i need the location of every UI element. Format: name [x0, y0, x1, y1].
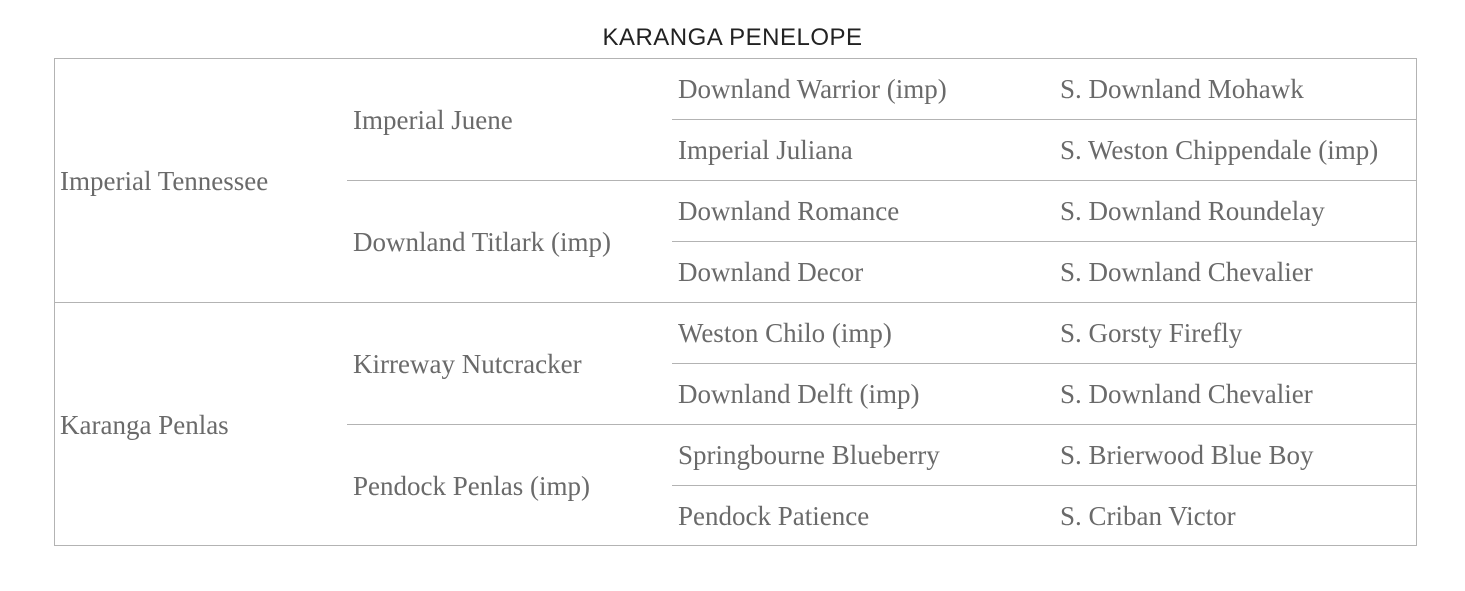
gg-sire-5: S. Gorsty Firefly	[1060, 318, 1243, 348]
gg-dam-7: Springbourne Blueberry	[678, 440, 940, 470]
sire-name: Imperial Tennessee	[60, 165, 269, 196]
gg-dam-2: Imperial Juliana	[678, 135, 853, 165]
sire-sire-name: Imperial Juene	[353, 104, 513, 135]
gg-dam-8: Pendock Patience	[678, 501, 870, 531]
pedigree-table	[54, 58, 1417, 546]
gg-sire-7: S. Brierwood Blue Boy	[1060, 440, 1314, 470]
gg-sire-4: S. Downland Chevalier	[1060, 257, 1313, 287]
page-title: KARANGA PENELOPE	[602, 24, 863, 51]
gg-dam-6: Downland Delft (imp)	[678, 379, 920, 409]
gg-sire-3: S. Downland Roundelay	[1060, 196, 1325, 226]
gg-dam-1: Downland Warrior (imp)	[678, 74, 947, 104]
gg-sire-2: S. Weston Chippendale (imp)	[1060, 135, 1379, 165]
gg-sire-6: S. Downland Chevalier	[1060, 379, 1313, 409]
sire-dam-name: Downland Titlark (imp)	[353, 226, 612, 257]
gg-dam-3: Downland Romance	[678, 196, 900, 226]
gg-sire-8: S. Criban Victor	[1060, 501, 1236, 531]
dam-sire-name: Kirreway Nutcracker	[353, 348, 582, 379]
gg-dam-5: Weston Chilo (imp)	[678, 318, 892, 348]
gg-sire-1: S. Downland Mohawk	[1060, 74, 1304, 104]
dam-name: Karanga Penlas	[60, 409, 229, 440]
gg-dam-4: Downland Decor	[678, 257, 864, 287]
dam-dam-name: Pendock Penlas (imp)	[353, 470, 590, 501]
